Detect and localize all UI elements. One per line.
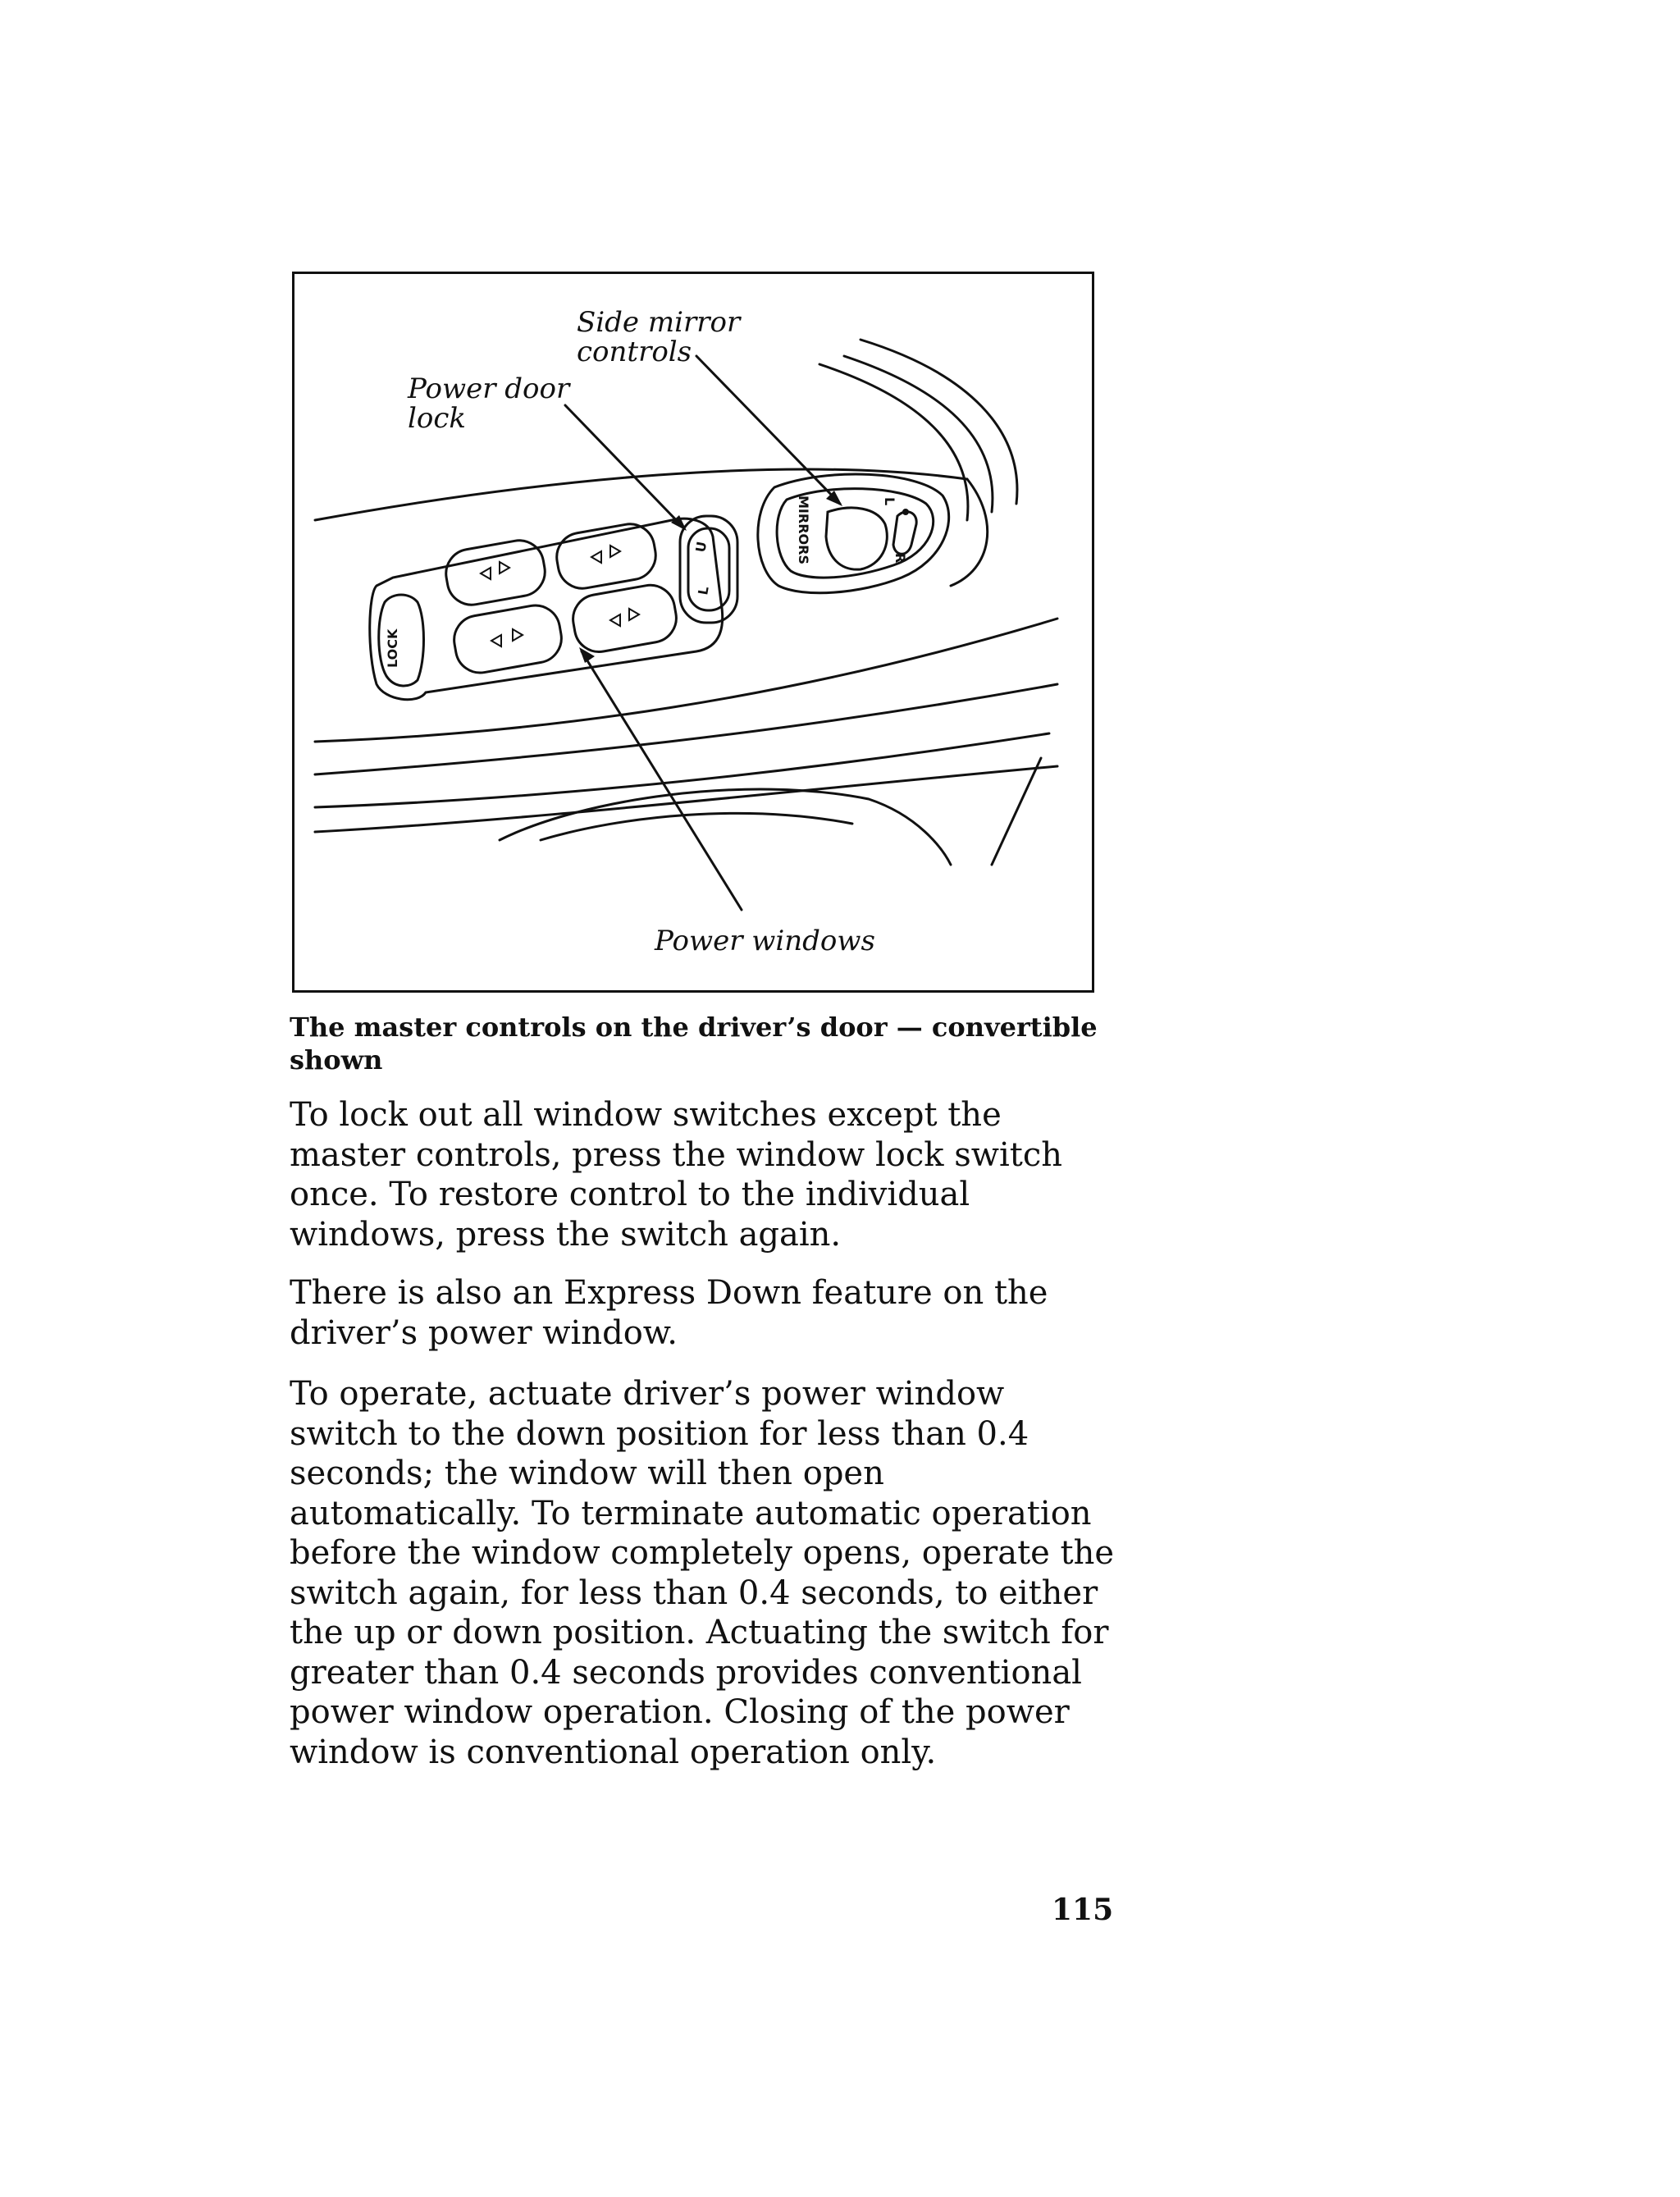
- door-controls-illustration: [292, 272, 1094, 993]
- window-switch-rear-right: [569, 582, 680, 656]
- page-number: 115: [1052, 1893, 1114, 1927]
- door-unlock-label: U: [692, 540, 710, 554]
- lock-switch-label: LOCK: [385, 628, 400, 668]
- mirror-selector: [893, 512, 916, 554]
- window-switch-front-left: [442, 537, 549, 609]
- side-mirror-control: [758, 474, 949, 593]
- mirrors-label: MIRRORS: [796, 496, 811, 564]
- door-lock-callout: [408, 374, 569, 433]
- side-mirror-callout-line1: Side mirror: [577, 306, 741, 339]
- armrest-top: [315, 469, 967, 520]
- door-lock-callout-line2: lock: [408, 402, 466, 435]
- leader-side-mirror: [696, 356, 840, 504]
- window-switch-rear-left: [450, 601, 565, 677]
- power-windows-callout: Power windows: [655, 925, 875, 957]
- armrest-edge-1: [315, 619, 1057, 742]
- leader-door-lock: [565, 405, 684, 528]
- mirror-left-label: L: [882, 497, 897, 506]
- paragraph-window-lock: To lock out all window switches except the master controls, press the window lock switch once. To restore control to the individual windows, press the switch again.: [290, 1096, 1063, 1254]
- door-lock-callout-line1: Power door: [408, 372, 570, 405]
- side-mirror-callout: [577, 308, 740, 367]
- door-curve-outer: [861, 340, 1017, 504]
- paragraph-express-operation: To operate, actuate driver’s power window switch to the down position for less than 0.4 seconds; the window will then open automatically. To terminate automatic operation before the window completely opens, operate the switch again, for less than 0.4 seconds, to either the up or down position. Actuating the switch for greater than 0.4 seconds provides conventional power window operation. Closing of the power window is conventional operation only.: [290, 1375, 1115, 1771]
- door-pocket: [500, 789, 951, 865]
- mirror-joystick: [826, 508, 887, 569]
- window-switch-front-right: [553, 520, 660, 592]
- power-door-lock-switch: [680, 516, 737, 623]
- paragraph-express-down: There is also an Express Down feature on the driver’s power window.: [290, 1274, 1048, 1352]
- figure-caption: The master controls on the driver’s door — convertible shown: [290, 1012, 1098, 1076]
- leader-power-windows: [582, 651, 742, 910]
- side-mirror-callout-line2: controls: [577, 336, 692, 368]
- mirror-right-label: R: [892, 553, 908, 564]
- door-lock-label: L: [695, 585, 712, 596]
